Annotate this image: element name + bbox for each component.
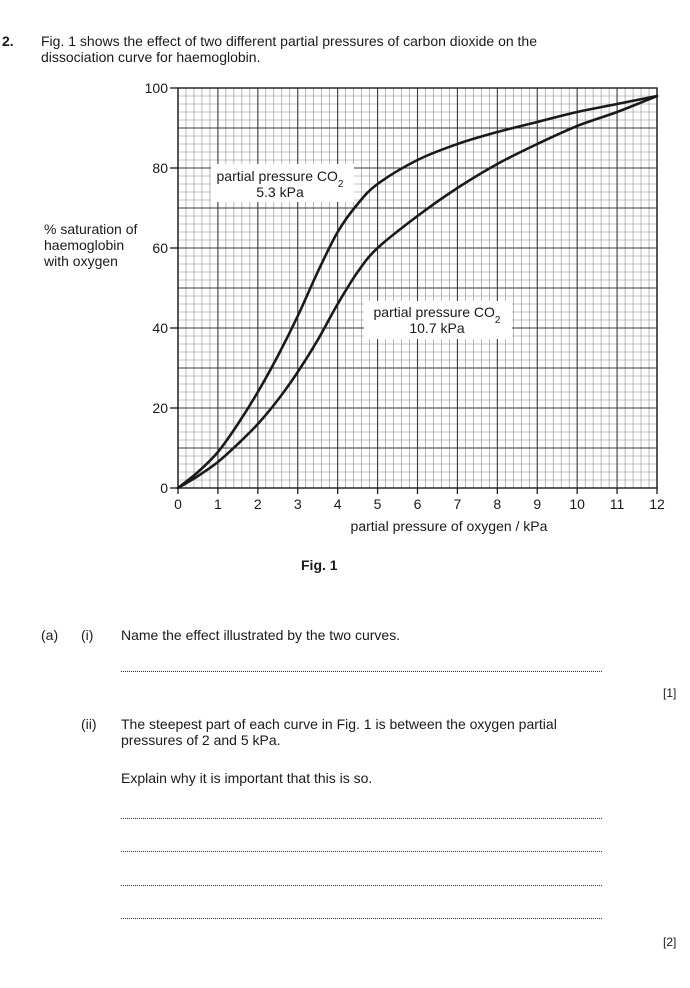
- part-a-ii-prompt-line3: Explain why it is important that this is so.: [121, 770, 373, 786]
- part-a-ii-label: (ii): [81, 716, 97, 732]
- y-tick-label: 40: [152, 320, 168, 336]
- answer-line[interactable]: [121, 818, 602, 819]
- x-tick-label: 1: [214, 496, 222, 512]
- x-tick-label: 7: [453, 496, 462, 512]
- y-tick-label: 0: [160, 480, 168, 496]
- x-tick-label: 5: [373, 496, 382, 512]
- x-tick-label: 3: [293, 496, 302, 512]
- question-number: 2.: [2, 33, 14, 49]
- question-intro-line2: dissociation curve for haemoglobin.: [41, 49, 261, 65]
- question-intro-line1: Fig. 1 shows the effect of two different partial pressures of carbon dioxide on the: [41, 33, 537, 49]
- part-a-ii-prompt-line2: pressures of 2 and 5 kPa.: [121, 732, 281, 748]
- part-a-ii-prompt-line1: The steepest part of each curve in Fig. 1 is between the oxygen partial: [121, 716, 557, 732]
- annotation-label-line2: 5.3 kPa: [256, 184, 304, 200]
- y-tick-label: 20: [152, 400, 168, 416]
- part-a-i-label: (i): [81, 627, 94, 643]
- answer-line[interactable]: [121, 671, 602, 672]
- y-tick-label: 60: [152, 240, 168, 256]
- y-tick-label: 80: [152, 160, 168, 176]
- marks-a-i: [1]: [663, 686, 677, 700]
- marks-a-ii: [2]: [663, 935, 677, 949]
- chart-ylabel-line1: % saturation of: [44, 221, 138, 237]
- x-tick-label: 0: [174, 496, 182, 512]
- annotation-co2-10-7: [364, 301, 512, 339]
- annotation-label-line1: partial pressure $CO_2$: [216, 168, 344, 190]
- annotation-label-line2: 10.7 kPa: [409, 320, 465, 336]
- answer-line[interactable]: [121, 918, 602, 919]
- chart-ylabel-line3: with oxygen: [44, 253, 118, 269]
- x-tick-label: 4: [333, 496, 342, 512]
- x-tick-label: 10: [569, 496, 585, 512]
- answer-line[interactable]: [121, 851, 602, 852]
- x-tick-label: 12: [649, 496, 665, 512]
- x-tick-label: 6: [413, 496, 422, 512]
- answer-line[interactable]: [121, 885, 602, 886]
- x-tick-label: 2: [253, 496, 262, 512]
- x-tick-label: 9: [533, 496, 542, 512]
- figure-caption: Fig. 1: [301, 557, 338, 573]
- annotation-label-line1: partial pressure $CO_2$: [373, 304, 501, 326]
- x-tick-label: 11: [609, 496, 625, 512]
- y-tick-label: 100: [144, 80, 168, 96]
- x-tick-label: 8: [493, 496, 502, 512]
- part-a-i-prompt: Name the effect illustrated by the two curves.: [121, 627, 401, 643]
- annotation-co2-5-3: [211, 164, 354, 202]
- chart-ylabel-line2: haemoglobin: [44, 237, 125, 253]
- part-a-label: (a): [41, 627, 59, 643]
- chart-xlabel: partial pressure of oxygen / kPa: [350, 518, 548, 534]
